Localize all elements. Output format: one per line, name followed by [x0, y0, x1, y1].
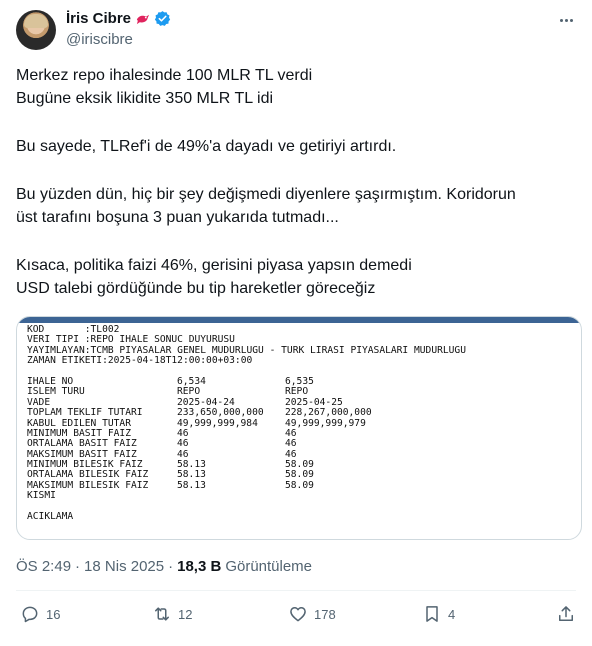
attached-image[interactable] — [16, 316, 582, 540]
auction-field-value: 58.13 — [177, 479, 206, 491]
bookmark-count: 4 — [448, 606, 456, 622]
tweet-line-blank — [16, 110, 576, 135]
tweet-meta — [16, 558, 312, 575]
auction-row — [27, 387, 466, 397]
tweet-line: Bu yüzden dün, hiç bir şey değişmedi diyenlere şaşırmıştım. Koridorun — [16, 186, 516, 203]
view-count: 18,3 B — [177, 558, 222, 575]
heart-icon — [288, 604, 308, 624]
auction-field-value: 58.13 — [177, 469, 206, 481]
auction-field-value: 46 — [285, 448, 297, 460]
auction-field-label: ISLEM TURU — [27, 386, 85, 398]
auction-field-value — [177, 512, 285, 522]
auction-field-value: 46 — [177, 427, 189, 439]
auction-field-value: 6,535 — [285, 375, 314, 387]
auction-field-value: 233,650,000,000 — [177, 407, 264, 419]
reply-icon — [20, 604, 40, 624]
auction-field-value: 46 — [285, 427, 297, 439]
repost-button[interactable] — [152, 604, 192, 624]
auction-field-label: KISMI — [27, 490, 56, 502]
divider — [16, 590, 576, 591]
like-count: 178 — [314, 606, 336, 622]
terminal-line: ZAMAN ETIKETI:2025-04-18T12:00:00+03:00 — [27, 355, 253, 367]
auction-table — [27, 377, 466, 522]
repost-count: 12 — [178, 606, 193, 622]
auction-field-value: 228,267,000,000 — [285, 407, 372, 419]
like-button[interactable] — [288, 604, 336, 624]
auction-row — [27, 491, 466, 501]
share-icon — [556, 604, 576, 624]
auction-row — [27, 512, 466, 522]
bookmark-icon — [422, 604, 442, 624]
auction-field-label: IHALE NO — [27, 375, 74, 387]
auction-field-value: REPO — [285, 386, 309, 398]
meta-separator: · — [168, 558, 174, 575]
terminal-line — [27, 367, 466, 377]
auction-field-value: 46 — [285, 438, 297, 450]
reply-count: 16 — [46, 606, 61, 622]
auction-field-value: 6,534 — [177, 375, 206, 387]
tweet-header — [16, 8, 576, 54]
author-handle[interactable]: @iriscibre — [66, 31, 133, 48]
auction-field-value: 58.09 — [285, 459, 314, 471]
auction-field-label: KABUL EDILEN TUTAR — [27, 417, 131, 429]
tweet-line-blank — [16, 158, 576, 183]
auction-row — [27, 377, 466, 387]
auction-row — [27, 481, 466, 491]
auction-field-value: 46 — [177, 438, 189, 450]
tweet-line: Kısaca, politika faizi 46%, gerisini piyasa yapsın demedi — [16, 257, 412, 274]
share-button[interactable] — [556, 604, 576, 624]
auction-field-label: ORTALAMA BILESIK FAIZ — [27, 469, 149, 481]
auction-field-value: 49,999,999,979 — [285, 417, 366, 429]
auction-row — [27, 502, 466, 512]
auction-field-label: MINIMUM BILESIK FAIZ — [27, 459, 143, 471]
bird-emoji-icon — [135, 11, 150, 26]
tweet-time[interactable]: ÖS 2:49 — [16, 558, 72, 575]
more-options-icon[interactable] — [556, 12, 576, 28]
auction-field-value — [177, 502, 285, 512]
auction-field-value: 58.09 — [285, 479, 314, 491]
view-label: Görüntüleme — [225, 558, 313, 575]
avatar[interactable] — [16, 10, 56, 50]
tweet-line: Bu sayede, TLRef'i de 49%'a dayadı ve getiriyi artırdı. — [16, 138, 397, 155]
auction-field-value — [285, 502, 395, 512]
terminal-screen — [27, 325, 466, 522]
auction-row — [27, 408, 466, 418]
auction-field-label: VADE — [27, 396, 51, 408]
auction-field-label: ACIKLAMA — [27, 511, 74, 523]
auction-field-value: 2025-04-24 — [177, 396, 235, 408]
tweet-line: Merkez repo ihalesinde 100 MLR TL verdi — [16, 67, 313, 84]
auction-field-value — [177, 491, 285, 501]
repost-icon — [152, 604, 172, 624]
tweet-line: üst tarafını boşuna 3 puan yukarıda tutmadı... — [16, 209, 339, 226]
auction-field-value — [285, 512, 395, 522]
auction-field-label: MINIMUM BASIT FAIZ — [27, 427, 131, 439]
auction-field-value: 2025-04-25 — [285, 396, 343, 408]
terminal-line: YAYIMLAYAN:TCMB PIYASALAR GENEL MUDURLUGU - TURK LIRASI PIYASALARI MUDURLUGU — [27, 344, 466, 356]
auction-field-value: REPO — [177, 386, 201, 398]
bookmark-button[interactable] — [422, 604, 455, 624]
author-name-row — [66, 10, 171, 27]
tweet-line: USD talebi gördüğünde bu tip hareketler göreceğiz — [16, 280, 376, 297]
terminal-line: KOD :TL002 — [27, 324, 120, 335]
action-bar — [16, 604, 576, 634]
auction-field-label: ORTALAMA BASIT FAIZ — [27, 438, 137, 450]
auction-field-value — [285, 491, 395, 501]
auction-field-label: TOPLAM TEKLIF TUTARI — [27, 407, 143, 419]
author-name[interactable]: İris Cibre — [66, 10, 132, 27]
auction-field-value: 58.13 — [177, 459, 206, 471]
auction-field-label: MAKSIMUM BILESIK FAIZ — [27, 479, 149, 491]
tweet-date[interactable]: 18 Nis 2025 — [84, 558, 165, 575]
tweet-line: Bugüne eksik likidite 350 MLR TL idi — [16, 90, 274, 107]
meta-separator: · — [75, 558, 81, 575]
auction-field-value: 46 — [177, 448, 189, 460]
auction-field-label: MAKSIMUM BASIT FAIZ — [27, 448, 137, 460]
auction-field-value: 58.09 — [285, 469, 314, 481]
tweet-text — [16, 64, 576, 300]
auction-field-value: 49,999,999,984 — [177, 417, 258, 429]
terminal-line: VERI TIPI :REPO IHALE SONUC DUYURUSU — [27, 334, 235, 346]
terminal-title-bar — [17, 317, 581, 323]
tweet-line-blank — [16, 229, 576, 254]
reply-button[interactable] — [20, 604, 60, 624]
verified-badge-icon — [154, 10, 171, 27]
